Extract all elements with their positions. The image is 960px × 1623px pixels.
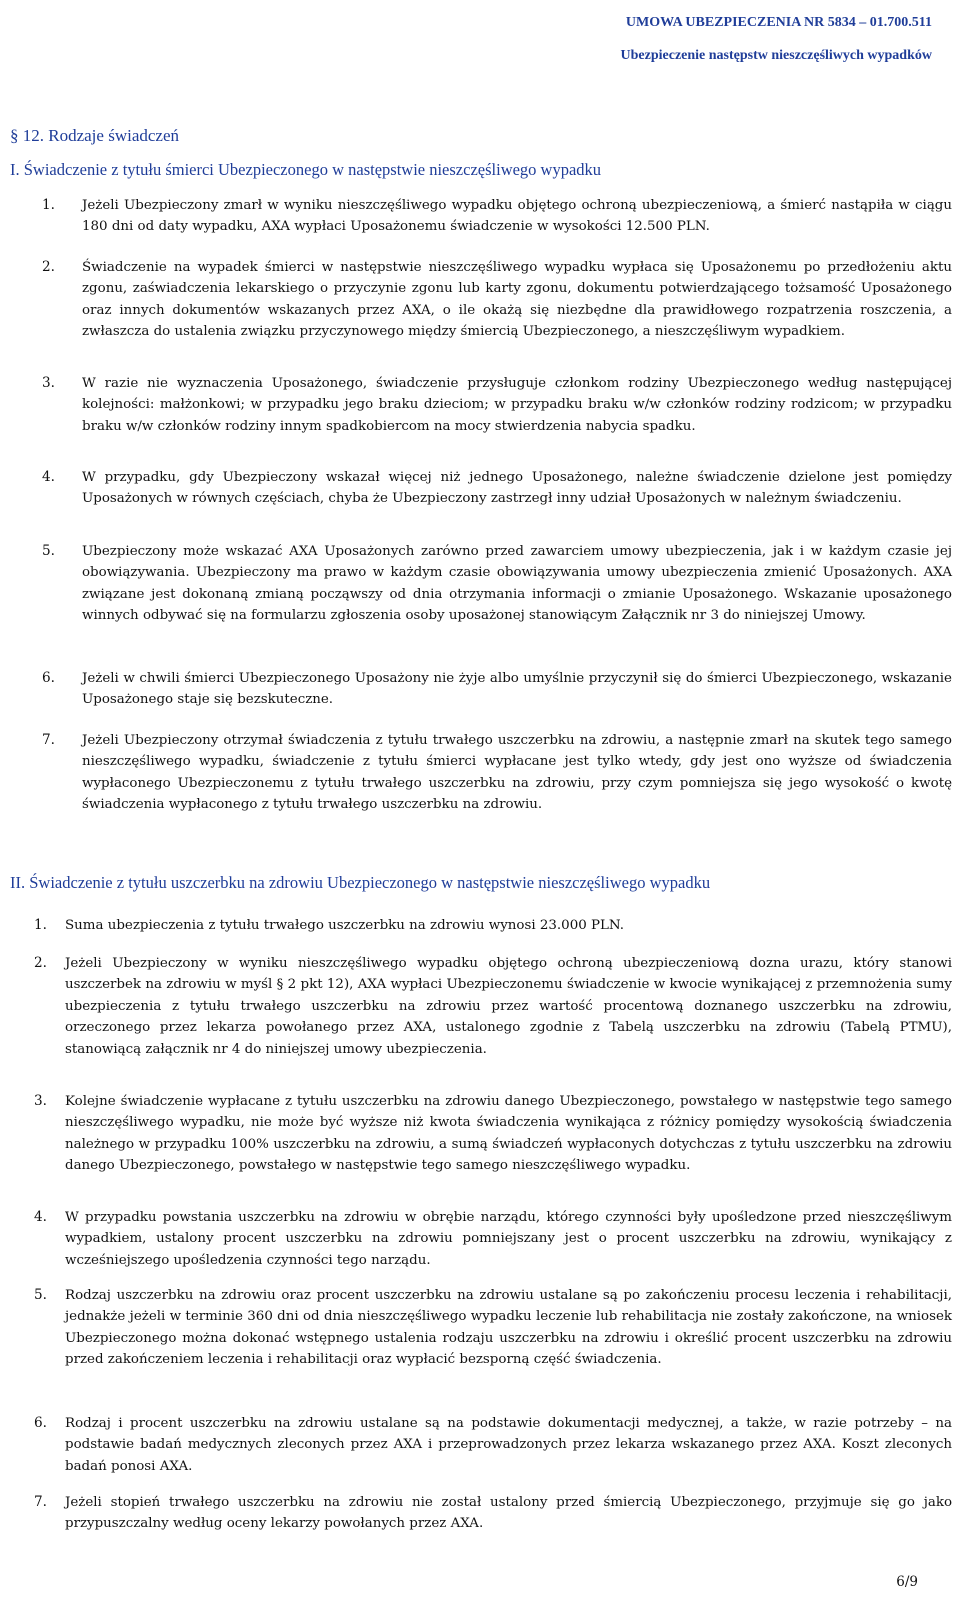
document-header (621, 6, 932, 72)
insurance-type: Ubezpieczenie następstw nieszczęśliwych wypadków (620, 48, 932, 63)
item-text: Jeżeli stopień trwałego uszczerbku na zdrowiu nie został ustalony przed śmiercią Ubezpieczonego, przyjmuje się go jako przypuszczalny według oceny lekarzy powołanych przez AXA. (65, 1495, 952, 1532)
item-number: 6. (34, 1415, 47, 1431)
item-number: 1. (42, 197, 55, 213)
item-text: Kolejne świadczenie wypłacane z tytułu uszczerbku na zdrowiu danego Ubezpieczonego, powstałego w następstwie tego samego nieszczęśliwego wypadku, nie może być wyższe niż kwota świadczenia wynikająca z różnicy pomiędzy wysokością świadczenia należnego w przypadku 100% uszczerbku na zdrowiu, a sumą świadczeń wypłaconych dotychczas z tytułu uszczerbku na zdrowiu danego Ubezpieczonego, powstałego w następstwie tego samego nieszczęśliwego wypadku. (65, 1094, 952, 1174)
item-text: Jeżeli w chwili śmierci Ubezpieczonego Uposażony nie żyje albo umyślnie przyczynił się do śmierci Ubezpieczonego, wskazanie Uposażonego staje się bezskuteczne. (82, 671, 952, 708)
item-text: W przypadku powstania uszczerbku na zdrowiu w obrębie narządu, którego czynności były upośledzone przed nieszczęśliwym wypadkiem, ustalony procent uszczerbku na zdrowiu pomniejszany jest o procent uszczerbku na zdrowiu, wynikający z wcześniejszego upośledzenia czynności tego narządu. (65, 1210, 952, 1268)
part2-title: II. Świadczenie z tytułu uszczerbku na zdrowiu Ubezpieczonego w następstwie nieszczęśliwego wypadku (10, 873, 711, 892)
item-number: 2. (34, 955, 47, 971)
item-text: W razie nie wyznaczenia Uposażonego, świadczenie przysługuje członkom rodziny Ubezpieczonego według następującej kolejności: małżonkowi; w przypadku jego braku dzieciom; w przypadku braku w/w członków rodziny rodzicom; w przypadku braku w/w członków rodziny innym spadkobiercom na mocy stwierdzenia nabycia spadku. (82, 376, 952, 434)
item-text: Rodzaj uszczerbku na zdrowiu oraz procent uszczerbku na zdrowiu ustalane są po zakończeniu procesu leczenia i rehabilitacji, jednakże jeżeli w terminie 360 dni od dnia nieszczęśliwego wypadku leczenie lub rehabilitacja nie zostały zakończone, na wniosek Ubezpieczonego można dokonać wstępnego ustalenia rodzaju uszczerbku na zdrowiu i określić procent uszczerbku na zdrowiu przed zakończeniem leczenia i rehabilitacji oraz wypłacić bezsporną część świadczenia. (65, 1288, 952, 1368)
item-number: 1. (34, 917, 47, 933)
item-number: 6. (42, 670, 55, 686)
item-number: 4. (42, 469, 55, 485)
item-number: 2. (42, 259, 55, 275)
item-text: Jeżeli Ubezpieczony w wyniku nieszczęśliwego wypadku objętego ochroną ubezpieczeniową dozna urazu, który stanowi uszczerbek na zdrowiu w myśl § 2 pkt 12), AXA wypłaci Ubezpieczonemu świadczenie w kwocie wynikającej z przemnożenia sumy ubezpieczenia z tytułu trwałego uszczerbku na zdrowiu przez wartość procentową doznanego uszczerbku na zdrowiu, orzeczonego przez lekarza powołanego przez AXA, ustalonego zgodnie z Tabelą uszczerbku na zdrowiu (Tabelą PTMU), stanowiącą załącznik nr 4 do niniejszej umowy ubezpieczenia. (65, 956, 952, 1057)
item-number: 7. (34, 1494, 47, 1510)
item-number: 5. (42, 543, 55, 559)
item-text: Suma ubezpieczenia z tytułu trwałego uszczerbku na zdrowiu wynosi 23.000 PLN. (65, 918, 625, 933)
item-text: Jeżeli Ubezpieczony otrzymał świadczenia z tytułu trwałego uszczerbku na zdrowiu, a następnie zmarł na skutek tego samego nieszczęśliwego wypadku, świadczenie z tytułu śmierci wypłacane jest tylko wtedy, gdy jest ono wyższe od świadczenia wypłaconego Ubezpieczonemu z tytułu trwałego uszczerbku na zdrowiu, przy czym pomniejsza się jego wysokość o kwotę świadczenia wypłaconego z tytułu trwałego uszczerbku na zdrowiu. (82, 733, 952, 813)
item-number: 5. (34, 1287, 47, 1303)
item-text: Rodzaj i procent uszczerbku na zdrowiu ustalane są na podstawie dokumentacji medycznej, a także, w razie potrzeby – na podstawie badań medycznych zleconych przez AXA i przeprowadzonych przez lekarza wskazanego przez AXA. Koszt zleconych badań ponosi AXA. (65, 1416, 952, 1474)
section-title: § 12. Rodzaje świadczeń (10, 126, 179, 145)
item-text: Świadczenie na wypadek śmierci w następstwie nieszczęśliwego wypadku wypłaca się Uposażonemu po przedłożeniu aktu zgonu, zaświadczenia lekarskiego o przyczynie zgonu lub karty zgonu, dokumentu potwierdzającego tożsamość Uposażonego oraz innych dokumentów wskazanych przez AXA, o ile okażą się niezbędne dla prawidłowego rozpatrzenia roszczenia, a zwłaszcza do ustalenia związku przyczynowego między śmiercią Ubezpieczonego, a nieszczęśliwym wypadkiem. (82, 260, 952, 340)
item-number: 3. (42, 375, 55, 391)
item-number: 4. (34, 1209, 47, 1225)
item-number: 3. (34, 1093, 47, 1109)
item-text: Ubezpieczony może wskazać AXA Uposażonych zarówno przed zawarciem umowy ubezpieczenia, jak i w każdym czasie jej obowiązywania. Ubezpieczony ma prawo w każdym czasie obowiązywania umowy ubezpieczenia zmienić Uposażonych. AXA związane jest dokonaną zmianą począwszy od dnia otrzymania informacji o zmianie Uposażonego. Wskazanie uposażonego winnych odbywać się na formularzu zgłoszenia osoby uposażonej stanowiącym Załącznik nr 3 do niniejszej Umowy. (82, 544, 952, 624)
part1-title: I. Świadczenie z tytułu śmierci Ubezpieczonego w następstwie nieszczęśliwego wypadku (10, 160, 602, 179)
page-number: 6/9 (896, 1574, 918, 1590)
item-text: Jeżeli Ubezpieczony zmarł w wyniku nieszczęśliwego wypadku objętego ochroną ubezpieczeniową, a śmierć nastąpiła w ciągu 180 dni od daty wypadku, AXA wypłaci Uposażonemu świadczenie w wysokości 12.500 PLN. (82, 198, 952, 235)
item-text: W przypadku, gdy Ubezpieczony wskazał więcej niż jednego Uposażonego, należne świadczenie dzielone jest pomiędzy Uposażonych w równych częściach, chyba że Ubezpieczony zastrzegł inny udział Uposażonych w należnym świadczeniu. (82, 470, 952, 507)
item-number: 7. (42, 732, 55, 748)
contract-number: UMOWA UBEZPIECZENIA NR 5834 – 01.700.511 (625, 15, 932, 30)
